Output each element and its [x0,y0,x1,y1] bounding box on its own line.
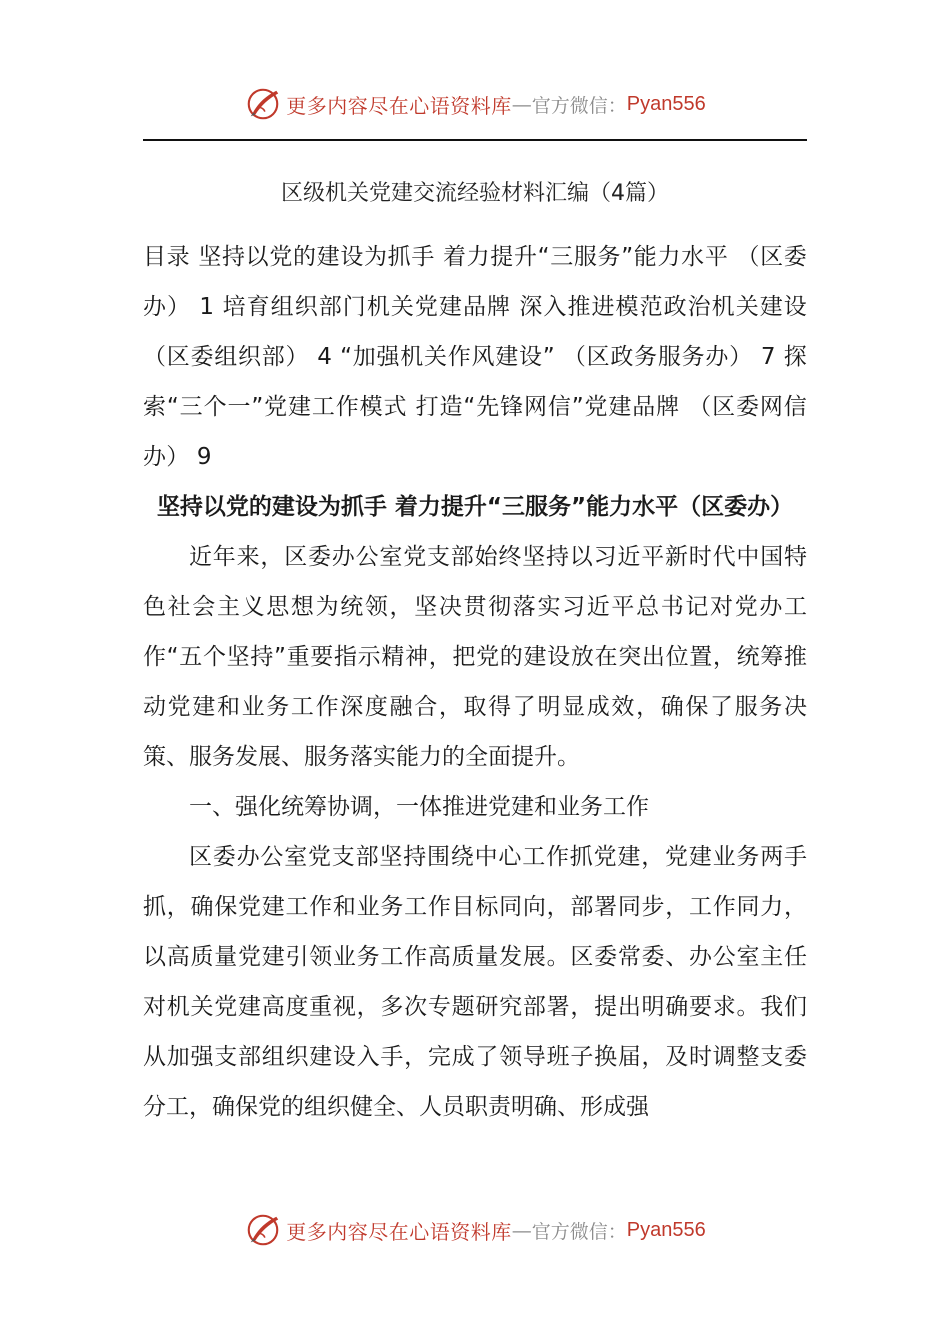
banner-text: 更多内容尽在心语资料库 [286,1219,512,1244]
pen-logo-icon [244,85,282,123]
banner-wechat-id: Pyan556 [626,1218,706,1241]
banner-wechat-label: 官方微信： [531,1220,627,1243]
banner-separator: — [511,92,532,116]
header-rule [143,139,807,141]
banner-text: 更多内容尽在心语资料库 [286,93,512,118]
document-body [143,232,807,1132]
paragraph: 区委办公室党支部坚持围绕中心工作抓党建，党建业务两手抓，确保党建工作和业务工作目标同向，部署同步，工作同力，以高质量党建引领业务工作高质量发展。区委常委、办公室主任对机关党建高度重视，多次专题研究部署，提出明确要求。我们从加强支部组织建设入手，完成了领导班子换届，及时调整支委分工，确保党的组织健全、人员职责明确、形成强 [143,844,807,1120]
header-banner [0,82,950,126]
pen-logo-icon [244,1211,282,1249]
section-heading: 一、强化统筹协调，一体推进党建和业务工作 [189,794,649,820]
paragraph: 近年来，区委办公室党支部始终坚持以习近平新时代中国特色社会主义思想为统领，坚决贯彻落实习近平总书记对党办工作“五个坚持”重要指示精神，把党的建设放在突出位置，统筹推动党建和业务工作深度融合，取得了明显成效，确保了服务决策、服务发展、服务落实能力的全面提升。 [143,544,807,770]
document-title: 区级机关党建交流经验材料汇编（4篇） [281,181,669,206]
article-heading: 坚持以党的建设为抓手 着力提升“三服务”能力水平（区委办） [156,494,794,520]
banner-wechat-label: 官方微信： [531,94,627,117]
footer-banner [0,1208,950,1252]
banner-separator: — [511,1218,532,1242]
banner-wechat-id: Pyan556 [626,92,706,115]
table-of-contents: 目录 坚持以党的建设为抓手 着力提升“三服务”能力水平 （区委办） 1 培育组织部门机关党建品牌 深入推进模范政治机关建设 （区委组织部） 4 “加强机关作风建设” （区政务服务办） 7 探索“三个一”党建工作模式 打造“先锋网信”党建品牌 （区委网信办） 9 [143,244,807,470]
